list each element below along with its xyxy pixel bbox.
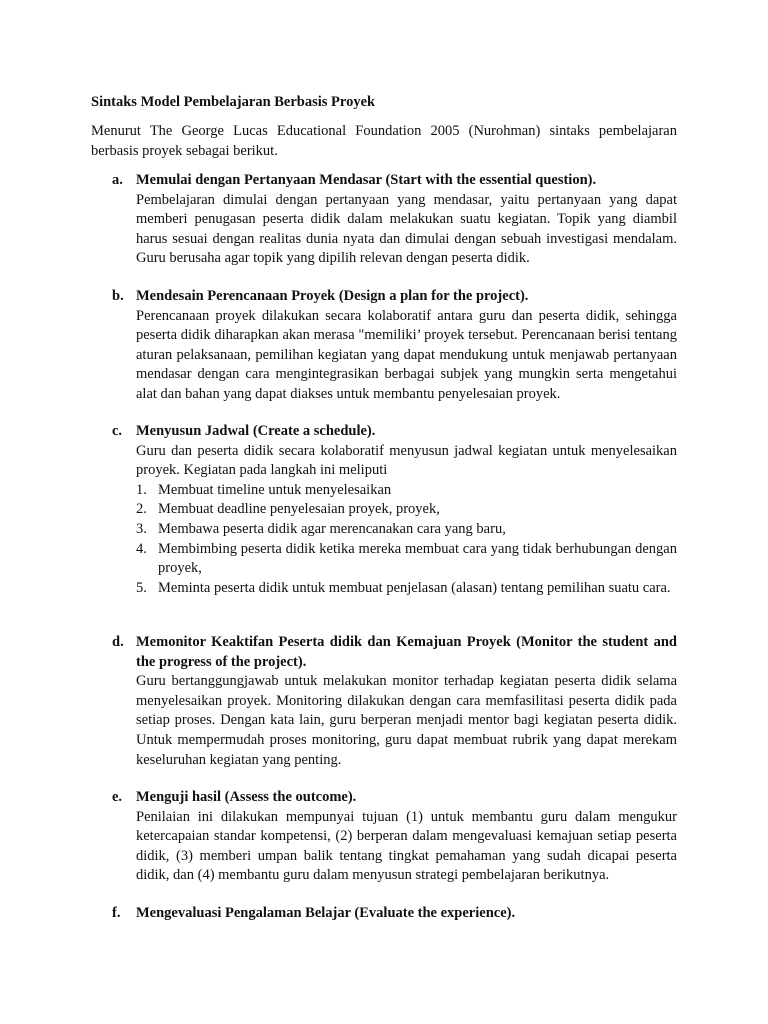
list-item xyxy=(136,579,677,599)
section-marker: a. xyxy=(112,172,123,188)
section-f xyxy=(112,904,677,924)
section-d xyxy=(112,633,677,770)
section-body: Guru dan peserta didik secara kolaboratif menyusun jadwal kegiatan untuk menyelesaikan proyek. Kegiatan pada langkah ini meliputi xyxy=(136,442,677,479)
section-body: Pembelajaran dimulai dengan pertanyaan yang mendasar, yaitu pertanyaan yang dapat memberi penugasan peserta didik dalam melakukan suatu kegiatan. Topik yang diambil harus sesuai dengan realitas dunia nyata dan dimulai dengan sebuah investigasi mendalam. Guru berusaha agar topik yang dipilih relevan dengan peserta didik. xyxy=(136,191,677,267)
section-heading: Mengevaluasi Pengalaman Belajar (Evaluate the experience). xyxy=(136,905,516,921)
section-c xyxy=(112,422,677,598)
list-item-number: 2. xyxy=(136,501,147,518)
list-item-number: 1. xyxy=(136,481,147,498)
section-marker: c. xyxy=(112,423,123,439)
section-e xyxy=(112,788,677,886)
list-item-number: 5. xyxy=(136,579,147,596)
list-item-number: 4. xyxy=(136,540,147,557)
list-item-text: Meminta peserta didik untuk membuat penjelasan (alasan) tentang pemilihan suatu cara. xyxy=(158,579,671,596)
page-title: Sintaks Model Pembelajaran Berbasis Proyek xyxy=(91,94,376,110)
list-item xyxy=(136,520,677,540)
list-item-text: Membuat timeline untuk menyelesaikan xyxy=(158,481,392,498)
section-body: Penilaian ini dilakukan mempunyai tujuan (1) untuk membantu guru dalam mengukur ketercapaian standar kompetensi, (2) berperan dalam mengevaluasi kemajuan setiap peserta didik, (3) memberi umpan balik tentang tingkat pemahaman yang sudah dicapai peserta didik, dan (4) membantu guru dalam menyusun strategi pembelajaran berikutnya. xyxy=(136,808,677,884)
section-body: Perencanaan proyek dilakukan secara kolaboratif antara guru dan peserta didik, sehingga peserta didik diharapkan akan merasa "memiliki’ proyek tersebut. Perencanaan berisi tentang aturan pelaksanaan, pemilihan kegiatan yang dapat mendukung untuk menjawab pertanyaan mendasar dengan cara mengintegrasikan berbagai subjek yang mungkin serta mengetahui alat dan bahan yang dapat diakses untuk membantu penyelesaian proyek. xyxy=(136,307,677,402)
section-b xyxy=(112,287,677,405)
section-heading: Menguji hasil (Assess the outcome). xyxy=(136,789,357,805)
section-heading: Memulai dengan Pertanyaan Mendasar (Start with the essential question). xyxy=(136,172,597,188)
schedule-list xyxy=(136,481,677,599)
list-item xyxy=(136,481,677,501)
intro-paragraph: Menurut The George Lucas Educational Foundation 2005 (Nurohman) sintaks pembelajaran berbasis proyek sebagai berikut. xyxy=(91,123,677,159)
section-marker: d. xyxy=(112,634,124,650)
section-heading: Memonitor Keaktifan Peserta didik dan Kemajuan Proyek (Monitor the student and the progress of the project). xyxy=(136,634,677,670)
section-marker: f. xyxy=(112,905,121,921)
list-item-number: 3. xyxy=(136,520,147,537)
list-item-text: Membuat deadline penyelesaian proyek, proyek, xyxy=(158,501,440,518)
section-heading: Menyusun Jadwal (Create a schedule). xyxy=(136,423,376,439)
section-marker: b. xyxy=(112,288,124,304)
section-body: Guru bertanggungjawab untuk melakukan monitor terhadap kegiatan peserta didik selama menyelesaikan proyek. Monitoring dilakukan dengan cara memfasilitasi peserta didik pada setiap proses. Dengan kata lain, guru berperan menjadi mentor bagi kegiatan peserta didik. Untuk mempermudah proses monitoring, guru dapat membuat rubrik yang dapat merekam keseluruhan kegiatan yang penting. xyxy=(136,673,677,768)
section-a xyxy=(112,171,677,269)
section-marker: e. xyxy=(112,789,123,805)
list-item-text: Membawa peserta didik agar merencanakan cara yang baru, xyxy=(158,520,506,537)
list-item-text: Membimbing peserta didik ketika mereka membuat cara yang tidak berhubungan dengan proyek, xyxy=(158,540,677,577)
list-item xyxy=(136,500,677,520)
section-heading: Mendesain Perencanaan Proyek (Design a plan for the project). xyxy=(136,288,529,304)
list-item xyxy=(136,540,677,579)
